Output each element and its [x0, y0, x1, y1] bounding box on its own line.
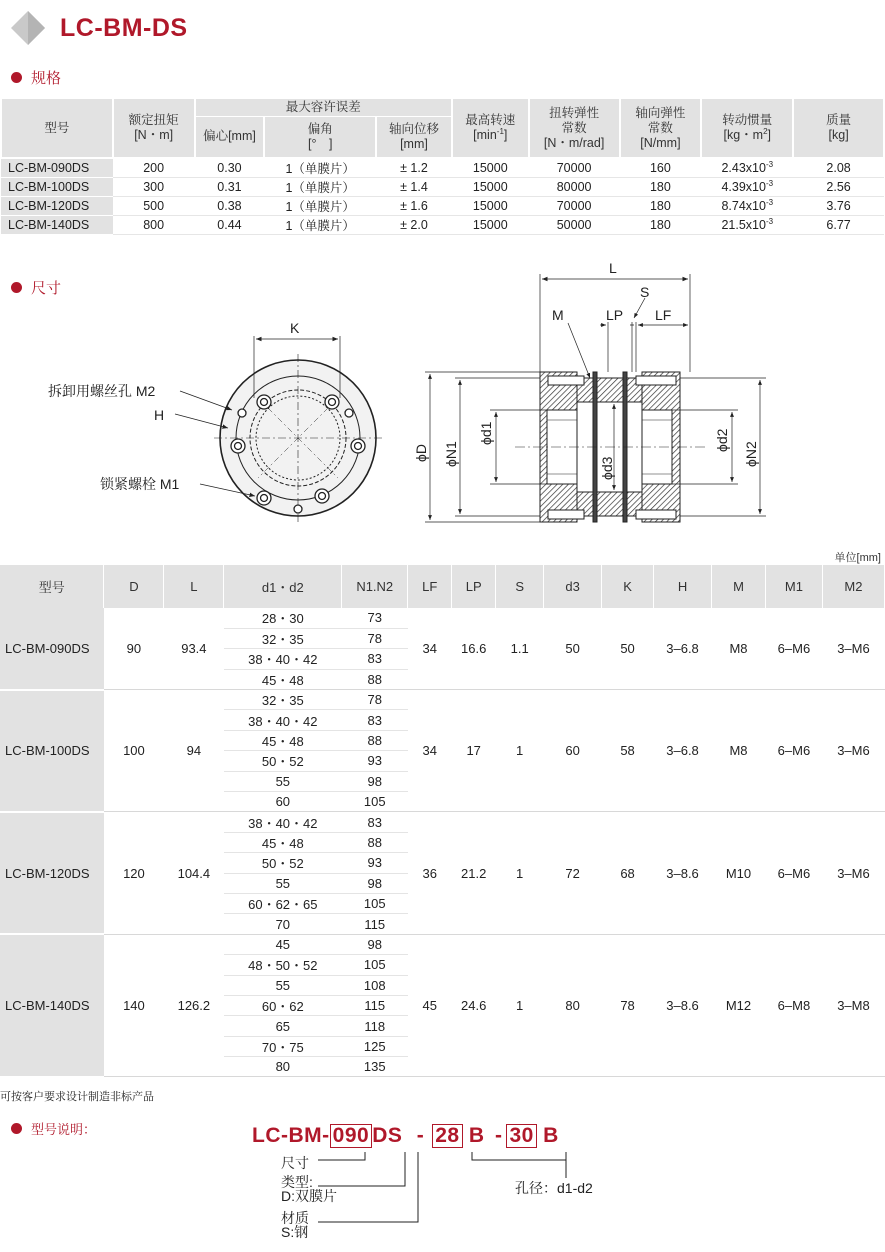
spec-cell-axial-spring: 160 [620, 158, 702, 178]
dim-cell-bore: 38・40・42 [224, 812, 342, 832]
dim-cell-n1n2: 78 [342, 690, 408, 710]
spec-cell-ecc: 0.38 [195, 197, 265, 216]
dim-cell-n1n2: 108 [342, 975, 408, 995]
spec-header-inertia: 转动惯量 [kg・$m^2$] [701, 99, 793, 158]
dim-cell-bore: 50・52 [224, 853, 342, 873]
dim-cell-m2: 3–M6 [822, 690, 884, 812]
dim-cell-l: 126.2 [164, 934, 224, 1077]
dim-cell-m1: 6–M6 [765, 812, 822, 934]
dim-cell-d: 90 [104, 608, 164, 690]
spec-cell-model: LC-BM-140DS [1, 216, 113, 235]
dim-cell-d3: 60 [544, 690, 602, 812]
dim-cell-n1n2: 115 [342, 914, 408, 934]
dim-cell-bore: 45・48 [224, 669, 342, 689]
dim-cell-lp: 16.6 [452, 608, 496, 690]
dim-cell-n1n2: 83 [342, 649, 408, 669]
unit-label: 单位[mm] [834, 552, 881, 564]
spec-row [1, 197, 884, 216]
dim-cell-m2: 3–M6 [822, 608, 884, 690]
code-type: DS [372, 1124, 403, 1147]
dim-cell-bore: 45・48 [224, 730, 342, 750]
spec-row [1, 216, 884, 235]
dim-cell-n1n2: 78 [342, 628, 408, 648]
dim-cell-lf: 45 [408, 934, 452, 1077]
dim-cell-bore: 70・75 [224, 1036, 342, 1056]
dim-cell-bore: 32・35 [224, 628, 342, 648]
dim-cell-m2: 3–M6 [822, 812, 884, 934]
label-bore: 孔径：d1-d2 [515, 1180, 593, 1196]
label-l: L [609, 260, 617, 276]
spec-cell-ecc: 0.44 [195, 216, 265, 235]
spec-cell-speed: 15000 [452, 178, 529, 197]
spec-cell-axial: ± 2.0 [376, 216, 452, 235]
spec-cell-angle: 1（单膜片） [264, 158, 376, 178]
code-b-2: B [543, 1124, 559, 1147]
label-phi-d1: ϕd1 [478, 421, 494, 445]
spec-cell-axial-spring: 180 [620, 178, 702, 197]
label-material-value: S:钢 [281, 1224, 309, 1240]
spec-cell-inertia: $21.5x10^{-3}$ [701, 216, 793, 235]
dim-cell-h: 3–8.6 [654, 812, 712, 934]
spec-header-axial: 轴向位移 [mm] [376, 116, 452, 158]
spec-header-model: 型号 [1, 99, 113, 158]
spec-cell-angle: 1（单膜片） [264, 197, 376, 216]
dim-cell-bore: 65 [224, 1016, 342, 1036]
dim-cell-model: LC-BM-090DS [0, 608, 104, 690]
page-title: LC-BM-DS [60, 13, 188, 42]
spec-header-mass: 质量 [kg] [793, 99, 884, 158]
dim-row [0, 690, 885, 710]
spec-row [1, 158, 884, 178]
dim-cell-lp: 21.2 [452, 812, 496, 934]
spec-cell-inertia: $2.43x10^{-3}$ [701, 158, 793, 178]
dim-cell-n1n2: 73 [342, 608, 408, 628]
dim-cell-d3: 50 [544, 608, 602, 690]
dim-cell-m: M8 [712, 690, 766, 812]
coupling-drawing [0, 260, 885, 545]
dim-cell-m: M12 [712, 934, 766, 1077]
spec-cell-speed: 15000 [452, 197, 529, 216]
spec-cell-ecc: 0.31 [195, 178, 265, 197]
spec-cell-angle: 1（单膜片） [264, 178, 376, 197]
spec-cell-model: LC-BM-120DS [1, 197, 113, 216]
label-phi-d: ϕD [413, 444, 429, 462]
dimension-table [0, 565, 885, 1078]
dim-cell-bore: 70 [224, 914, 342, 934]
dim-header: K [602, 565, 654, 608]
spec-header-eccentric: 偏心[mm] [195, 116, 265, 158]
spec-cell-axial: ± 1.6 [376, 197, 452, 216]
dim-header: d3 [544, 565, 602, 608]
label-h: H [154, 407, 165, 423]
dim-cell-n1n2: 88 [342, 669, 408, 689]
label-type-value: D:双膜片 [281, 1188, 337, 1204]
dim-cell-d3: 80 [544, 934, 602, 1077]
spec-cell-speed: 15000 [452, 158, 529, 178]
dim-header: M2 [822, 565, 884, 608]
spec-cell-speed: 15000 [452, 216, 529, 235]
dim-cell-m1: 6–M6 [765, 690, 822, 812]
spec-cell-inertia: $4.39x10^{-3}$ [701, 178, 793, 197]
dim-cell-n1n2: 93 [342, 853, 408, 873]
dim-cell-model: LC-BM-140DS [0, 934, 104, 1077]
dim-cell-model: LC-BM-100DS [0, 690, 104, 812]
label-type: 类型: [281, 1174, 313, 1190]
dim-cell-h: 3–6.8 [654, 608, 712, 690]
dim-cell-k: 50 [602, 608, 654, 690]
spec-cell-mass: 6.77 [793, 216, 884, 235]
spec-cell-angle: 1（单膜片） [264, 216, 376, 235]
section-model-code-label: 型号说明： [31, 1122, 97, 1137]
dim-cell-s: 1.1 [496, 608, 544, 690]
dim-cell-bore: 32・35 [224, 690, 342, 710]
label-size: 尺寸 [281, 1155, 309, 1171]
dim-cell-s: 1 [496, 690, 544, 812]
diamond-logo-icon [10, 10, 46, 46]
dim-cell-n1n2: 135 [342, 1057, 408, 1077]
spec-header-torque: 额定扭矩 [N・m] [113, 99, 195, 158]
spec-header-axial-spring: 轴向弹性 常数 [N/mm] [620, 99, 702, 158]
bullet-icon [11, 72, 22, 83]
dim-cell-lf: 34 [408, 608, 452, 690]
dim-cell-n1n2: 88 [342, 832, 408, 852]
dim-cell-bore: 28・30 [224, 608, 342, 628]
label-m1: 锁紧螺栓 M1 [100, 476, 180, 492]
dim-cell-m: M8 [712, 608, 766, 690]
dim-cell-bore: 48・50・52 [224, 955, 342, 975]
dim-cell-bore: 55 [224, 873, 342, 893]
spec-header-speed: 最高转速 $[\min^{-1}]$ [452, 99, 529, 158]
spec-cell-ecc: 0.30 [195, 158, 265, 178]
custom-note: 可按客户要求设计制造非标产品 [0, 1091, 154, 1103]
spec-table [0, 99, 885, 235]
dim-cell-m: M10 [712, 812, 766, 934]
label-lf: LF [655, 307, 672, 323]
spec-cell-torsion: 50000 [529, 216, 620, 235]
spec-cell-torsion: 70000 [529, 197, 620, 216]
label-phi-d2: ϕd2 [714, 428, 730, 452]
label-k: K [290, 320, 300, 336]
dim-cell-n1n2: 105 [342, 893, 408, 913]
label-phi-n1: ϕN1 [443, 441, 459, 467]
section-dimensions-label: 尺寸 [31, 280, 62, 297]
dim-cell-n1n2: 98 [342, 873, 408, 893]
spec-header-torsion: 扭转弹性 常数 [N・m/rad] [529, 99, 620, 158]
section-spec-label: 规格 [31, 70, 62, 87]
dim-cell-k: 78 [602, 934, 654, 1077]
code-prefix: LC-BM- [252, 1124, 330, 1147]
section-view [515, 372, 705, 522]
dim-header: M1 [765, 565, 822, 608]
dim-cell-n1n2: 98 [342, 934, 408, 954]
spec-cell-torque: 200 [113, 158, 195, 178]
dim-cell-s: 1 [496, 934, 544, 1077]
dim-cell-bore: 38・40・42 [224, 710, 342, 730]
dim-cell-n1n2: 83 [342, 710, 408, 730]
dim-row [0, 934, 885, 954]
spec-cell-mass: 3.76 [793, 197, 884, 216]
dim-header: N1.N2 [342, 565, 408, 608]
label-lp: LP [606, 307, 624, 323]
spec-cell-torque: 300 [113, 178, 195, 197]
dim-cell-bore: 55 [224, 771, 342, 791]
dim-cell-n1n2: 105 [342, 792, 408, 812]
dim-cell-model: LC-BM-120DS [0, 812, 104, 934]
dim-cell-bore: 55 [224, 975, 342, 995]
dim-cell-bore: 45 [224, 934, 342, 954]
spec-cell-torsion: 70000 [529, 158, 620, 178]
dim-header: D [104, 565, 164, 608]
dim-cell-d: 140 [104, 934, 164, 1077]
dim-cell-n1n2: 93 [342, 751, 408, 771]
dim-cell-lf: 34 [408, 690, 452, 812]
spec-cell-mass: 2.08 [793, 158, 884, 178]
spec-row [1, 178, 884, 197]
dim-cell-bore: 60・62・65 [224, 893, 342, 913]
code-bore-2: 30 [506, 1124, 536, 1148]
spec-cell-inertia: $8.74x10^{-3}$ [701, 197, 793, 216]
spec-cell-torque: 500 [113, 197, 195, 216]
dim-cell-m1: 6–M6 [765, 608, 822, 690]
dim-cell-n1n2: 105 [342, 955, 408, 975]
dim-cell-n1n2: 118 [342, 1016, 408, 1036]
dim-header: LP [452, 565, 496, 608]
dim-cell-m2: 3–M8 [822, 934, 884, 1077]
dim-cell-n1n2: 88 [342, 730, 408, 750]
spec-cell-axial-spring: 180 [620, 216, 702, 235]
dim-header: M [712, 565, 766, 608]
spec-cell-torque: 800 [113, 216, 195, 235]
dim-row [0, 608, 885, 628]
section-spec [11, 67, 61, 88]
dim-cell-lp: 17 [452, 690, 496, 812]
label-phi-d3: ϕd3 [599, 456, 615, 480]
spec-header-misalign: 最大容许误差 [195, 99, 452, 116]
front-view [175, 336, 382, 522]
dim-cell-h: 3–8.6 [654, 934, 712, 1077]
dim-cell-m1: 6–M8 [765, 934, 822, 1077]
dim-cell-bore: 80 [224, 1057, 342, 1077]
model-code-leaders [0, 1140, 885, 1252]
label-phi-n2: ϕN2 [743, 441, 759, 467]
dim-header: LF [408, 565, 452, 608]
dim-cell-l: 104.4 [164, 812, 224, 934]
spec-cell-axial: ± 1.2 [376, 158, 452, 178]
dim-cell-bore: 50・52 [224, 751, 342, 771]
code-size: 090 [330, 1124, 373, 1148]
dim-cell-s: 1 [496, 812, 544, 934]
dim-cell-bore: 45・48 [224, 832, 342, 852]
dim-header: H [654, 565, 712, 608]
dim-cell-bore: 60 [224, 792, 342, 812]
dim-cell-k: 68 [602, 812, 654, 934]
dim-row [0, 812, 885, 832]
dim-cell-k: 58 [602, 690, 654, 812]
dim-cell-n1n2: 125 [342, 1036, 408, 1056]
dim-cell-n1n2: 98 [342, 771, 408, 791]
label-m: M [552, 307, 564, 323]
dim-header: d1・d2 [224, 565, 342, 608]
code-dash-1: - [416, 1124, 425, 1147]
spec-cell-axial: ± 1.4 [376, 178, 452, 197]
dim-cell-bore: 38・40・42 [224, 649, 342, 669]
spec-cell-torsion: 80000 [529, 178, 620, 197]
dim-cell-bore: 60・62 [224, 995, 342, 1015]
label-s: S [640, 284, 650, 300]
spec-header-angle: 偏角 [° ] [264, 116, 376, 158]
dim-header: 型号 [0, 565, 104, 608]
dim-cell-d: 100 [104, 690, 164, 812]
dim-cell-d3: 72 [544, 812, 602, 934]
dim-cell-h: 3–6.8 [654, 690, 712, 812]
bullet-icon [11, 1123, 22, 1134]
dim-cell-lp: 24.6 [452, 934, 496, 1077]
dim-cell-n1n2: 83 [342, 812, 408, 832]
spec-cell-mass: 2.56 [793, 178, 884, 197]
label-m2: 拆卸用螺丝孔 M2 [48, 383, 156, 399]
code-dash-2: - [494, 1124, 503, 1147]
dim-cell-lf: 36 [408, 812, 452, 934]
dim-cell-l: 94 [164, 690, 224, 812]
dim-cell-l: 93.4 [164, 608, 224, 690]
spec-cell-model: LC-BM-100DS [1, 178, 113, 197]
dim-header: S [496, 565, 544, 608]
title-row [10, 8, 188, 48]
spec-cell-axial-spring: 180 [620, 197, 702, 216]
dim-cell-n1n2: 115 [342, 995, 408, 1015]
section-model-code [11, 1119, 96, 1138]
code-bore-1: 28 [432, 1124, 462, 1148]
label-material: 材质 [281, 1210, 309, 1226]
dim-cell-d: 120 [104, 812, 164, 934]
spec-cell-model: LC-BM-090DS [1, 158, 113, 178]
dim-header: L [164, 565, 224, 608]
code-b-1: B [468, 1124, 485, 1147]
